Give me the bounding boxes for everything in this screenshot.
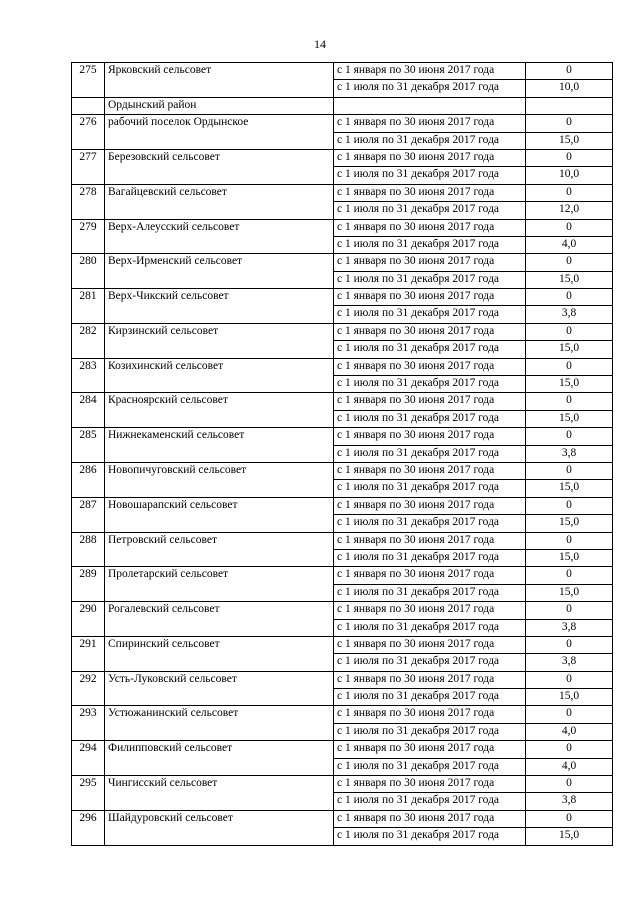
- rate-cell: 0: [526, 254, 613, 271]
- settlement-name-cell: Новошарапский сельсовет: [105, 497, 334, 532]
- period-cell: с 1 июля по 31 декабря 2017 года: [334, 654, 526, 671]
- settlement-name-cell: Березовский сельсовет: [105, 149, 334, 184]
- rate-cell: 0: [526, 184, 613, 201]
- table-row: [72, 602, 613, 619]
- rate-cell: 15,0: [526, 132, 613, 149]
- rate-cell: 0: [526, 219, 613, 236]
- period-cell: с 1 января по 30 июня 2017 года: [334, 810, 526, 827]
- period-cell: с 1 января по 30 июня 2017 года: [334, 393, 526, 410]
- table-row: [72, 289, 613, 306]
- rate-cell: 0: [526, 289, 613, 306]
- settlement-name-cell: Новопичуговский сельсовет: [105, 462, 334, 497]
- table-row: [72, 532, 613, 549]
- settlement-name-cell: Нижнекаменский сельсовет: [105, 428, 334, 463]
- page-number: 14: [314, 37, 326, 51]
- period-cell: с 1 января по 30 июня 2017 года: [334, 462, 526, 479]
- period-cell: с 1 июля по 31 декабря 2017 года: [334, 480, 526, 497]
- row-number-cell: 275: [72, 63, 105, 98]
- settlement-name-cell: рабочий поселок Ордынское: [105, 115, 334, 150]
- rate-cell: 0: [526, 636, 613, 653]
- period-cell: с 1 июля по 31 декабря 2017 года: [334, 306, 526, 323]
- period-cell: с 1 июля по 31 декабря 2017 года: [334, 723, 526, 740]
- rate-cell: 0: [526, 393, 613, 410]
- period-cell: с 1 января по 30 июня 2017 года: [334, 254, 526, 271]
- tariff-table: [71, 62, 613, 846]
- period-cell: с 1 января по 30 июня 2017 года: [334, 497, 526, 514]
- table-row: [72, 810, 613, 827]
- district-heading: Ордынский район: [105, 97, 334, 114]
- row-number-cell: 286: [72, 462, 105, 497]
- rate-cell: 15,0: [526, 376, 613, 393]
- period-cell: с 1 июля по 31 декабря 2017 года: [334, 515, 526, 532]
- table-row: [72, 149, 613, 166]
- rate-cell: 15,0: [526, 689, 613, 706]
- period-cell: с 1 января по 30 июня 2017 года: [334, 115, 526, 132]
- settlement-name-cell: Устюжанинский сельсовет: [105, 706, 334, 741]
- table-row: [72, 428, 613, 445]
- rate-cell: 0: [526, 63, 613, 80]
- settlement-name-cell: Вагайцевский сельсовет: [105, 184, 334, 219]
- settlement-name-cell: Усть-Луковский сельсовет: [105, 671, 334, 706]
- table-row: [72, 358, 613, 375]
- table-row: [72, 63, 613, 80]
- table-row: [72, 776, 613, 793]
- table-row: [72, 567, 613, 584]
- settlement-name-cell: Верх-Чикский сельсовет: [105, 289, 334, 324]
- settlement-name-cell: Ярковский сельсовет: [105, 63, 334, 98]
- rate-cell: 0: [526, 741, 613, 758]
- rate-cell: 3,8: [526, 445, 613, 462]
- settlement-name-cell: Шайдуровский сельсовет: [105, 810, 334, 845]
- period-cell: с 1 января по 30 июня 2017 года: [334, 149, 526, 166]
- period-cell: с 1 января по 30 июня 2017 года: [334, 602, 526, 619]
- row-number-cell: 296: [72, 810, 105, 845]
- period-cell: с 1 января по 30 июня 2017 года: [334, 323, 526, 340]
- rate-cell: 0: [526, 428, 613, 445]
- period-cell: с 1 июля по 31 декабря 2017 года: [334, 202, 526, 219]
- table-row: [72, 671, 613, 688]
- settlement-name-cell: Спиринский сельсовет: [105, 636, 334, 671]
- rate-cell: 12,0: [526, 202, 613, 219]
- period-cell: с 1 июля по 31 декабря 2017 года: [334, 793, 526, 810]
- period-cell: с 1 января по 30 июня 2017 года: [334, 532, 526, 549]
- row-number-cell: 295: [72, 776, 105, 811]
- rate-cell: 15,0: [526, 515, 613, 532]
- rate-cell: 4,0: [526, 236, 613, 253]
- period-cell: с 1 января по 30 июня 2017 года: [334, 219, 526, 236]
- table-row-heading: [72, 97, 613, 114]
- settlement-name-cell: Кирзинский сельсовет: [105, 323, 334, 358]
- period-cell: с 1 июля по 31 декабря 2017 года: [334, 410, 526, 427]
- period-cell: с 1 июля по 31 декабря 2017 года: [334, 132, 526, 149]
- row-number-cell: [72, 97, 105, 114]
- rate-cell: 15,0: [526, 341, 613, 358]
- period-cell: с 1 июля по 31 декабря 2017 года: [334, 167, 526, 184]
- rate-cell: 4,0: [526, 758, 613, 775]
- period-cell: с 1 января по 30 июня 2017 года: [334, 567, 526, 584]
- rate-cell: 3,8: [526, 793, 613, 810]
- row-number-cell: 285: [72, 428, 105, 463]
- row-number-cell: 292: [72, 671, 105, 706]
- period-cell: с 1 июля по 31 декабря 2017 года: [334, 271, 526, 288]
- period-cell: с 1 июля по 31 декабря 2017 года: [334, 584, 526, 601]
- period-cell: с 1 июля по 31 декабря 2017 года: [334, 758, 526, 775]
- settlement-name-cell: Красноярский сельсовет: [105, 393, 334, 428]
- period-cell: с 1 января по 30 июня 2017 года: [334, 63, 526, 80]
- period-cell: с 1 июля по 31 декабря 2017 года: [334, 376, 526, 393]
- settlement-name-cell: Филипповский сельсовет: [105, 741, 334, 776]
- period-cell: с 1 января по 30 июня 2017 года: [334, 636, 526, 653]
- table-row: [72, 636, 613, 653]
- rate-cell: 15,0: [526, 828, 613, 845]
- tariff-table-body: [72, 63, 613, 846]
- row-number-cell: 284: [72, 393, 105, 428]
- row-number-cell: 291: [72, 636, 105, 671]
- rate-cell: 4,0: [526, 723, 613, 740]
- rate-cell: 0: [526, 358, 613, 375]
- table-row: [72, 393, 613, 410]
- settlement-name-cell: Верх-Ирменский сельсовет: [105, 254, 334, 289]
- period-cell: с 1 июля по 31 декабря 2017 года: [334, 619, 526, 636]
- table-row: [72, 462, 613, 479]
- period-cell: с 1 января по 30 июня 2017 года: [334, 741, 526, 758]
- settlement-name-cell: Чингисский сельсовет: [105, 776, 334, 811]
- rate-cell: 0: [526, 497, 613, 514]
- table-row: [72, 323, 613, 340]
- table-row: [72, 184, 613, 201]
- row-number-cell: 290: [72, 602, 105, 637]
- settlement-name-cell: Верх-Алеусский сельсовет: [105, 219, 334, 254]
- row-number-cell: 282: [72, 323, 105, 358]
- row-number-cell: 293: [72, 706, 105, 741]
- period-cell: с 1 января по 30 июня 2017 года: [334, 358, 526, 375]
- row-number-cell: 294: [72, 741, 105, 776]
- rate-cell: 15,0: [526, 271, 613, 288]
- row-number-cell: 289: [72, 567, 105, 602]
- period-cell: с 1 января по 30 июня 2017 года: [334, 184, 526, 201]
- row-number-cell: 278: [72, 184, 105, 219]
- period-cell: с 1 июля по 31 декабря 2017 года: [334, 549, 526, 566]
- rate-cell: 15,0: [526, 410, 613, 427]
- rate-cell: 0: [526, 706, 613, 723]
- rate-cell: 0: [526, 776, 613, 793]
- period-cell: с 1 января по 30 июня 2017 года: [334, 776, 526, 793]
- period-cell: с 1 января по 30 июня 2017 года: [334, 289, 526, 306]
- rate-cell: 0: [526, 671, 613, 688]
- rate-cell: 0: [526, 462, 613, 479]
- row-number-cell: 288: [72, 532, 105, 567]
- table-row: [72, 254, 613, 271]
- rate-cell: 3,8: [526, 654, 613, 671]
- rate-cell: 0: [526, 602, 613, 619]
- period-cell: с 1 января по 30 июня 2017 года: [334, 671, 526, 688]
- settlement-name-cell: Петровский сельсовет: [105, 532, 334, 567]
- table-row: [72, 219, 613, 236]
- rate-cell: 0: [526, 532, 613, 549]
- table-row: [72, 115, 613, 132]
- settlement-name-cell: Рогалевский сельсовет: [105, 602, 334, 637]
- period-cell: с 1 июля по 31 декабря 2017 года: [334, 341, 526, 358]
- table-row: [72, 706, 613, 723]
- row-number-cell: 287: [72, 497, 105, 532]
- rate-cell: 0: [526, 810, 613, 827]
- rate-cell: 0: [526, 567, 613, 584]
- row-number-cell: 281: [72, 289, 105, 324]
- period-cell: с 1 июля по 31 декабря 2017 года: [334, 828, 526, 845]
- rate-cell: 10,0: [526, 167, 613, 184]
- row-number-cell: 276: [72, 115, 105, 150]
- rate-cell: 15,0: [526, 480, 613, 497]
- row-number-cell: 277: [72, 149, 105, 184]
- settlement-name-cell: Козихинский сельсовет: [105, 358, 334, 393]
- rate-cell: 0: [526, 115, 613, 132]
- period-cell: с 1 июля по 31 декабря 2017 года: [334, 80, 526, 97]
- rate-cell: 3,8: [526, 306, 613, 323]
- period-cell: [334, 97, 526, 114]
- settlement-name-cell: Пролетарский сельсовет: [105, 567, 334, 602]
- period-cell: с 1 июля по 31 декабря 2017 года: [334, 689, 526, 706]
- row-number-cell: 280: [72, 254, 105, 289]
- period-cell: с 1 июля по 31 декабря 2017 года: [334, 445, 526, 462]
- table-row: [72, 497, 613, 514]
- rate-cell: 15,0: [526, 584, 613, 601]
- rate-cell: 0: [526, 323, 613, 340]
- row-number-cell: 279: [72, 219, 105, 254]
- rate-cell: 3,8: [526, 619, 613, 636]
- rate-cell: 10,0: [526, 80, 613, 97]
- period-cell: с 1 января по 30 июня 2017 года: [334, 428, 526, 445]
- period-cell: с 1 июля по 31 декабря 2017 года: [334, 236, 526, 253]
- row-number-cell: 283: [72, 358, 105, 393]
- rate-cell: [526, 97, 613, 114]
- table-row: [72, 741, 613, 758]
- period-cell: с 1 января по 30 июня 2017 года: [334, 706, 526, 723]
- rate-cell: 15,0: [526, 549, 613, 566]
- rate-cell: 0: [526, 149, 613, 166]
